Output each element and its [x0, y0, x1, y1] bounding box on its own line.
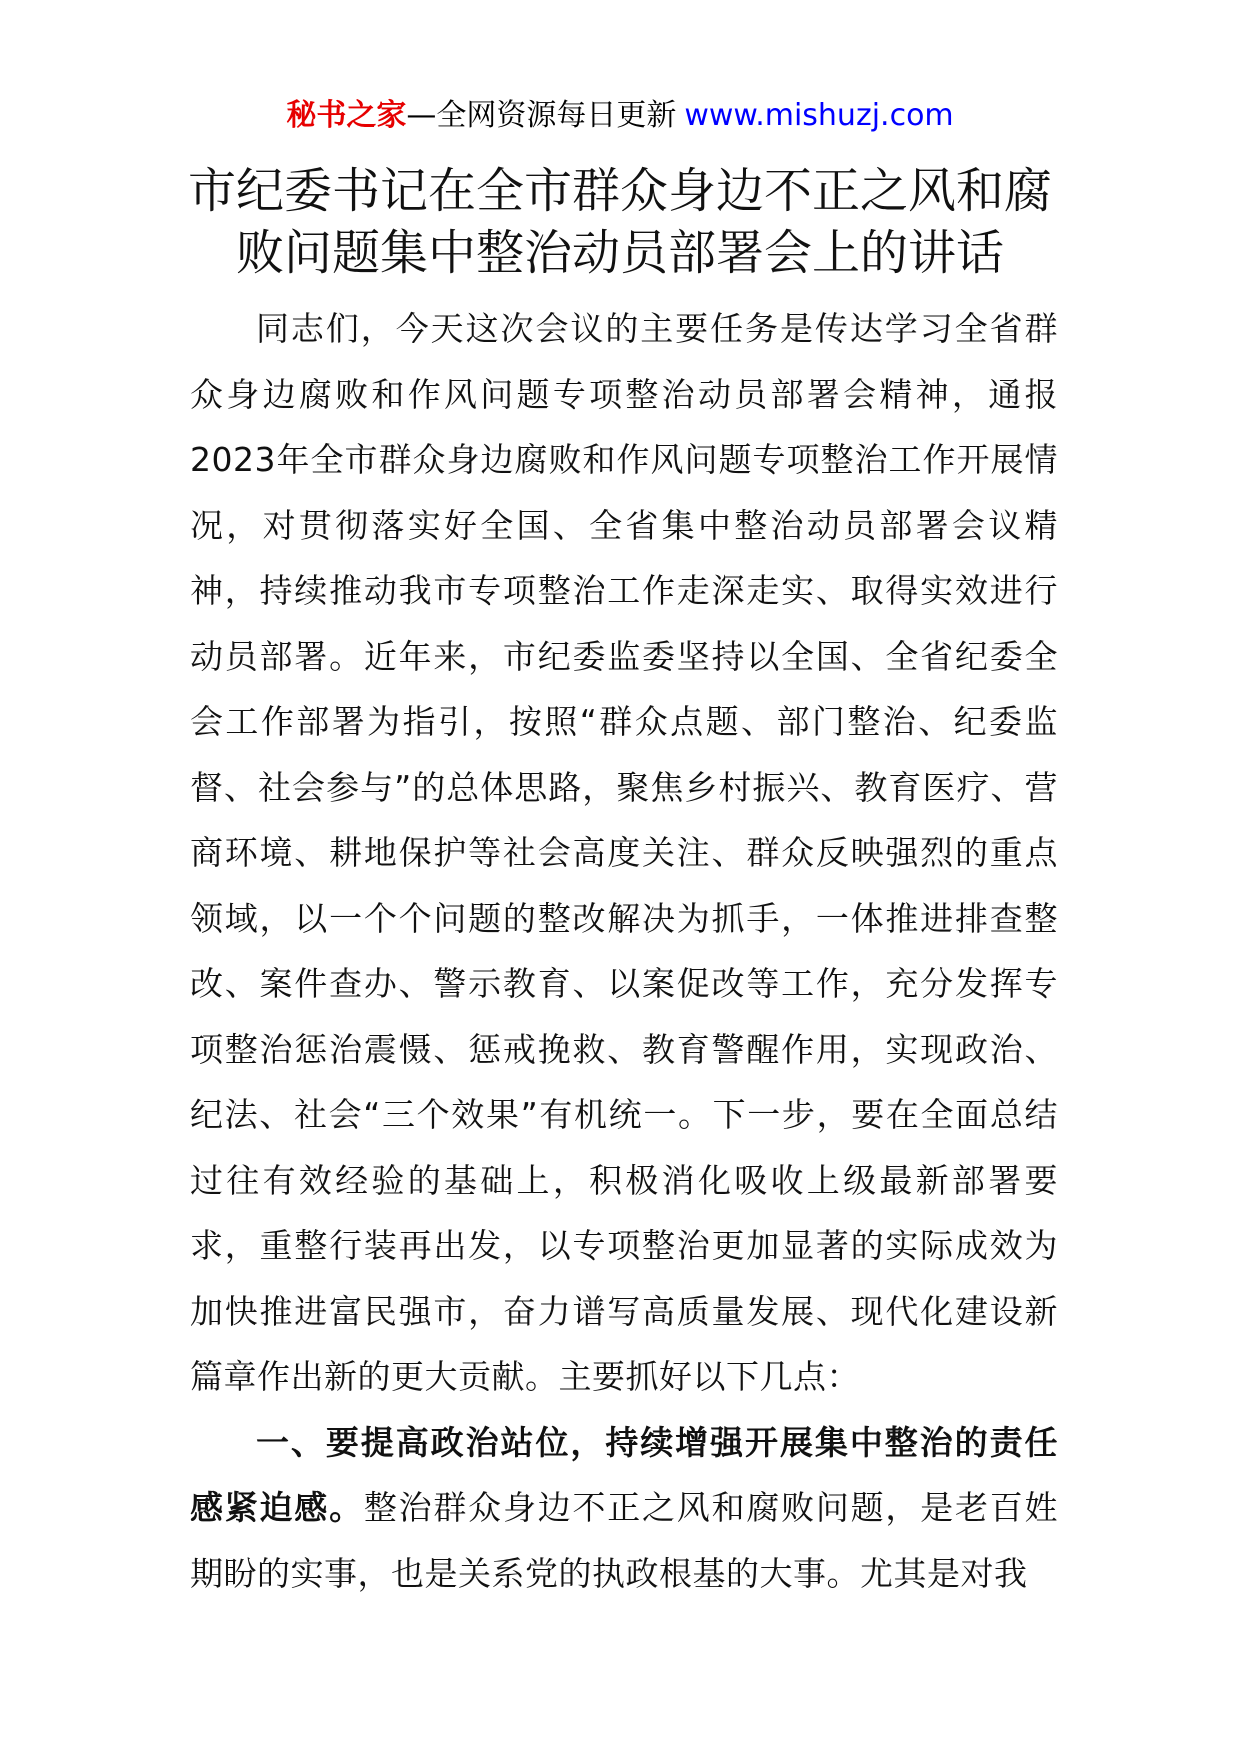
document-title-line-1: 市纪委书记在全市群众身边不正之风和腐 — [187, 163, 1052, 219]
site-tagline: —全网资源每日更新 — [406, 98, 677, 133]
paragraph-1: 同志们，今天这次会议的主要任务是传达学习全省群众身边腐败和作风问题专项整治动员部署会精神，通报2023年全市群众身边腐败和作风问题专项整治工作开展情况，对贯彻落实好全国、全省集中整治动员部署会议精神，持续推动我市专项整治工作走深走实、取得实效进行动员部署。近年来，市纪委监委坚持以全国、全省纪委全会工作部署为指引，按照“群众点题、部门整治、纪委监督、社会参与”的总体思路，聚焦乡村振兴、教育医疗、营商环境、耕地保护等社会高度关注、群众反映强烈的重点领域，以一个个问题的整改解决为抓手，一体推进排查整改、案件查办、警示教育、以案促改等工作，充分发挥专项整治惩治震慑、惩戒挽救、教育警醒作用，实现政治、纪法、社会“三个效果”有机统一。下一步，要在全面总结过往有效经验的基础上，积极消化吸收上级最新部署要求，重整行装再出发，以专项整治更加显著的实际成效为加快推进富民强市，奋力谱写高质量发展、现代化建设新篇章作出新的更大贡献。主要抓好以下几点： — [190, 309, 1058, 1396]
document-title-line-2: 败问题集中整治动员部署会上的讲话 — [235, 225, 1004, 281]
paragraph-2-text: 整治群众身边不正之风和腐败问题，是老百姓期盼的实事，也是关系党的执政根基的大事。尤其是对我 — [190, 1488, 1059, 1593]
document-body — [190, 296, 1058, 1606]
site-brand: 秘书之家 — [286, 98, 407, 133]
site-header — [0, 96, 1240, 136]
paragraph-2-heading: 一、要提高政治站位，持续增强开展集中整治的责任感紧迫感。 — [190, 1422, 1058, 1527]
document-title — [150, 160, 1090, 284]
site-url-link[interactable]: www.mishuzj.com — [684, 98, 954, 133]
paragraph-2 — [190, 1410, 1058, 1607]
